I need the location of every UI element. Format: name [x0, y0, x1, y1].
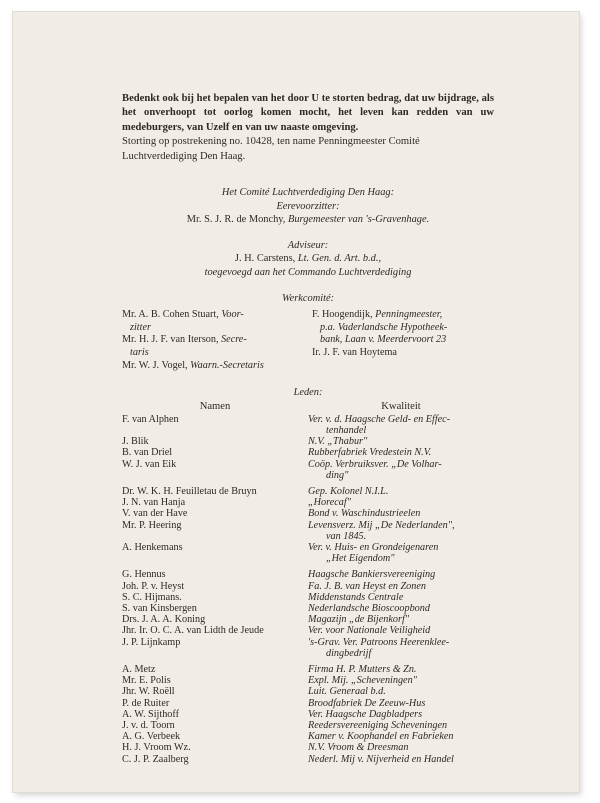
werkcomite-address: bank, Laan v. Meerdervoort 23: [320, 334, 447, 346]
werkcomite-heading: Werkcomité:: [281, 292, 335, 304]
member-name: J. Blik: [122, 436, 149, 448]
member-quality: N.V. Vroom & Dreesman: [308, 742, 409, 754]
member-quality: Haagsche Bankiersvereeniging: [308, 569, 436, 581]
honorary-role: Burgemeester van 's-Gravenhage.: [288, 214, 430, 226]
member-quality: Bond v. Waschindustrieelen: [308, 508, 421, 520]
member-name: H. J. Vroom Wz.: [122, 742, 191, 754]
werkcomite-address: p.a. Vaderlandsche Hypotheek-: [320, 321, 448, 333]
member-quality: Nederl. Mij v. Nijverheid en Handel: [308, 753, 454, 765]
member-name: A. Henkemans: [122, 541, 183, 553]
leden-heading: Leden:: [293, 387, 323, 399]
member-quality: „Horecaf": [308, 497, 351, 509]
werkcomite-member-role: zitter: [130, 321, 151, 333]
member-name: A. Metz: [122, 664, 156, 676]
member-name: J. P. Lijnkamp: [122, 636, 181, 648]
member-name: Dr. W. K. H. Feuilletau de Bruyn: [122, 485, 257, 497]
member-quality: Levensverz. Mij „De Nederlanden", van 1845.: [308, 519, 455, 542]
committee-title: Het Comité Luchtverdediging Den Haag:: [221, 187, 395, 199]
member-name: W. J. van Eik: [122, 458, 177, 470]
member-name: S. van Kinsbergen: [122, 603, 197, 614]
member-quality: Coöp. Verbruiksver. „De Volhar- ding": [308, 458, 442, 481]
member-quality: N.V. „Thabur": [308, 436, 368, 448]
honorary-chair: [122, 213, 494, 227]
column-header-quality: Kwaliteit: [381, 400, 421, 412]
adviser-section: [122, 239, 494, 280]
leden-column-headers: [122, 400, 494, 413]
member-name: J. N. van Hanja: [122, 497, 186, 509]
member-quality: Firma H. P. Mutters & Zn.: [308, 664, 417, 676]
member-name: Joh. P. v. Heyst: [122, 580, 185, 592]
member-quality: Ver. voor Nationale Veiligheid: [308, 625, 431, 637]
member-quality: Expl. Mij. „Scheveningen": [308, 675, 417, 687]
member-name: G. Hennus: [122, 569, 166, 581]
member-quality: Reedersvereeniging Scheveningen: [308, 720, 448, 732]
member-name: Jhr. W. Roëll: [122, 686, 175, 698]
werkcomite-left: [122, 309, 312, 372]
werkcomite-members: [122, 309, 494, 372]
adviser-name: J. H. Carstens,: [234, 253, 296, 265]
werkcomite-member: Mr. A. B. Cohen Stuart, Voor-: [122, 309, 244, 321]
member-name: Mr. P. Heering: [122, 519, 182, 531]
member-name: Mr. E. Polis: [122, 675, 171, 687]
adviser-line: [122, 252, 494, 266]
werkcomite-member: F. Hoogendijk, Penningmeester,: [312, 309, 443, 321]
member-name: B. van Driel: [122, 447, 173, 459]
document-content: [122, 92, 494, 765]
werkcomite-member: Mr. W. J. Vogel, Waarn.-Secretaris: [122, 359, 264, 371]
member-name: P. de Ruiter: [122, 697, 170, 709]
werkcomite-right: [312, 309, 494, 372]
member-name: A. W. Sijthoff: [122, 708, 179, 720]
member-quality: 's-Grav. Ver. Patroons Heerenklee- dingbedrijf: [308, 636, 450, 659]
werkcomite-member-role: taris: [130, 346, 149, 358]
member-name: A. G. Verbeek: [122, 731, 181, 743]
member-quality: Magazijn „de Bijenkorf": [308, 614, 410, 626]
honorary-name: Mr. S. J. R. de Monchy,: [186, 214, 286, 226]
member-quality: Fa. J. B. van Heyst en Zonen: [308, 580, 426, 592]
member-name: F. van Alphen: [122, 413, 179, 425]
appeal-paragraph: Bedenkt ook bij het bepalen van het door U te storten bedrag, dat uw bijdrage, als het onverhoopt tot oorlog komen mocht, het leven kan redden van uw medeburgers, van Uzelf en van uw naaste omgeving.: [122, 93, 494, 133]
member-name: Drs. J. A. A. Koning: [122, 614, 206, 626]
member-quality: Middenstands Centrale: [308, 591, 404, 603]
member-quality: Rubberfabriek Vredestein N.V.: [308, 447, 432, 459]
member-quality: Gep. Kolonel N.I.L.: [308, 485, 389, 497]
member-quality: Ver. v. Huis- en Grondeigenaren „Het Eigendom": [308, 541, 439, 565]
member-quality: Luit. Generaal b.d.: [308, 686, 386, 698]
committee-section: [122, 186, 494, 227]
storting-paragraph: Storting op postrekening no. 10428, ten name Penningmeester Comité Luchtverdediging Den Haag.: [122, 136, 420, 162]
werkcomite-member: Mr. H. J. F. van Iterson, Secre-: [122, 334, 247, 346]
werkcomite-member: Ir. J. F. van Hoytema: [312, 346, 397, 358]
column-header-names: Namen: [199, 400, 231, 412]
member-name: Jhr. Ir. O. C. A. van Lidth de Jeude: [122, 625, 264, 637]
member-quality: Nederlandsche Bioscoopbond: [308, 603, 430, 614]
adviser-role: toegevoegd aan het Commando Luchtverdediging: [204, 267, 412, 278]
member-quality: Broodfabriek De Zeeuw-Hus: [308, 697, 426, 709]
adviser-heading: Adviseur:: [287, 239, 329, 251]
adviser-rank: Lt. Gen. d. Art. b.d.,: [297, 253, 382, 265]
member-name: C. J. P. Zaalberg: [122, 753, 189, 765]
member-name: V. van der Have: [122, 508, 188, 520]
member-quality: Ver. Haagsche Dagbladpers: [308, 708, 423, 720]
member-quality: Kamer v. Koophandel en Fabrieken: [308, 731, 454, 743]
honorary-heading: Eerevoorzitter:: [276, 200, 340, 212]
member-name: S. C. Hijmans.: [122, 591, 182, 603]
member-quality: Ver. v. d. Haagsche Geld- en Effec- tenhandel: [308, 413, 451, 436]
intro-section: [122, 92, 494, 164]
member-name: J. v. d. Toorn: [122, 720, 175, 732]
member-list: [122, 414, 494, 765]
